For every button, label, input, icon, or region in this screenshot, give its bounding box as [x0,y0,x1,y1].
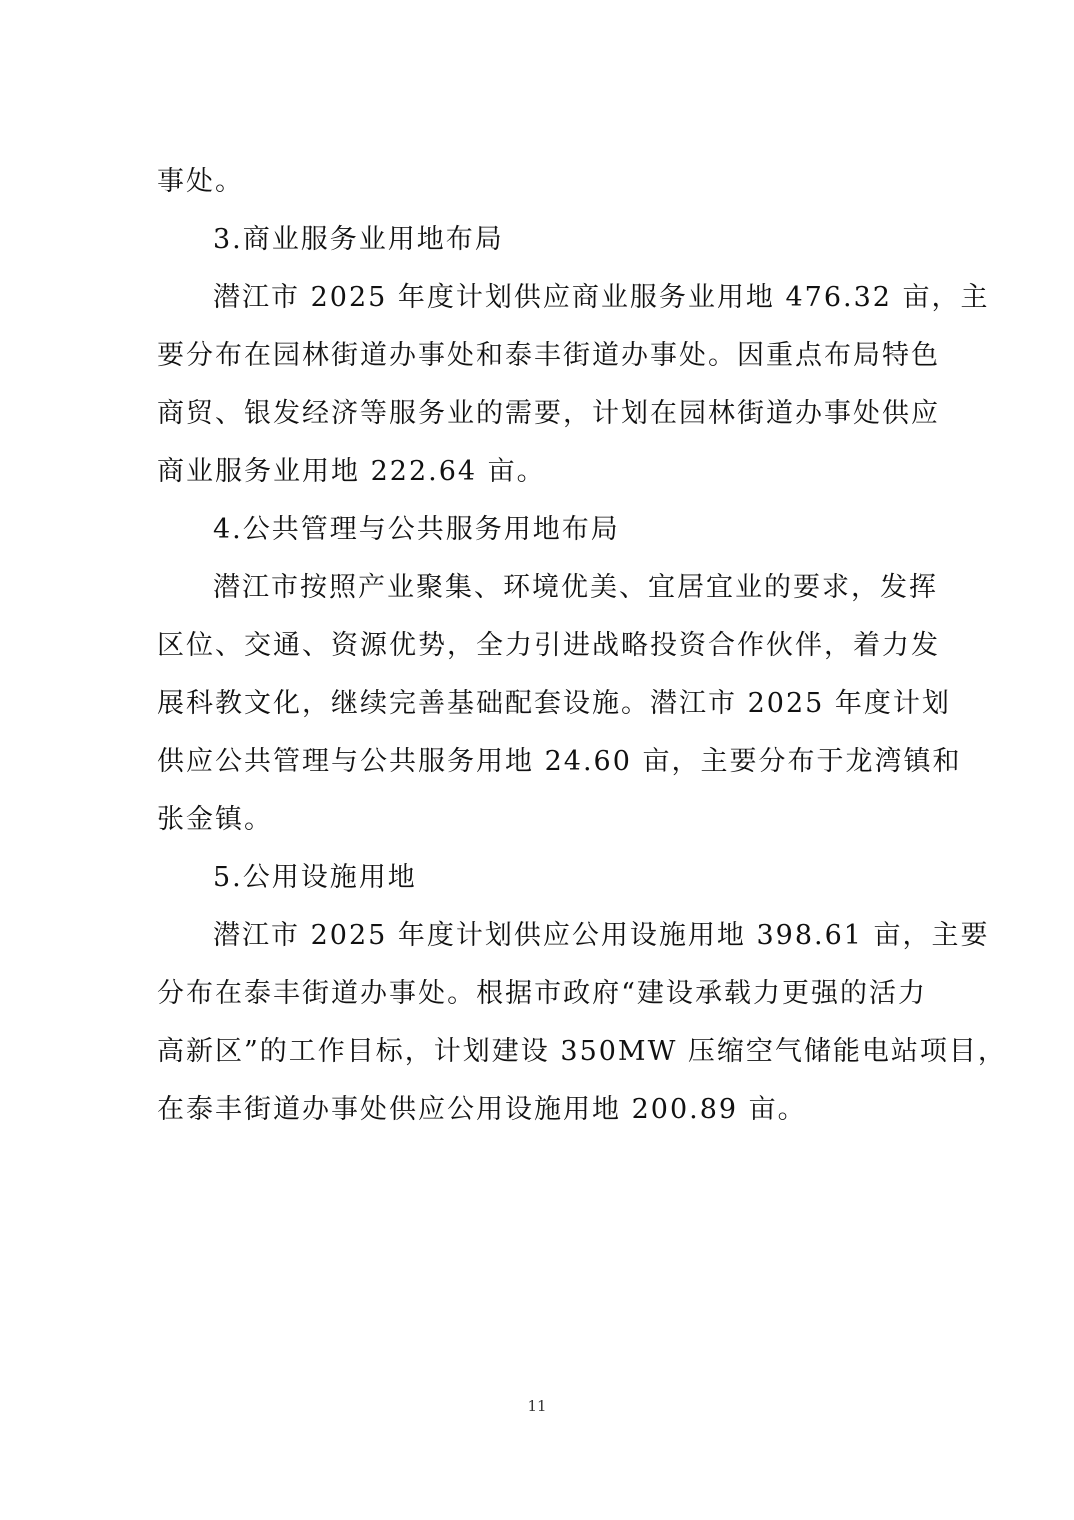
paragraph-line: 潜江市 2025 年度计划供应商业服务业用地 476.32 亩，主 [213,282,990,313]
paragraph-line: 商贸、银发经济等服务业的需要，计划在园林街道办事处供应 [157,398,940,429]
paragraph-line: 在泰丰街道办事处供应公用设施用地 200.89 亩。 [157,1094,807,1125]
paragraph-continuation: 事处。 [157,166,244,197]
paragraph-line: 商业服务业用地 222.64 亩。 [157,456,546,487]
paragraph-line: 潜江市按照产业聚集、环境优美、宜居宜业的要求，发挥 [213,572,938,603]
paragraph-line: 张金镇。 [157,804,273,835]
paragraph-line: 分布在泰丰街道办事处。根据市政府“建设承载力更强的活力 [157,978,927,1009]
paragraph-line: 潜江市 2025 年度计划供应公用设施用地 398.61 亩，主要 [213,920,990,951]
page-number: 11 [527,1397,547,1415]
paragraph-line: 供应公共管理与公共服务用地 24.60 亩，主要分布于龙湾镇和 [157,746,962,777]
paragraph-line: 要分布在园林街道办事处和泰丰街道办事处。因重点布局特色 [157,340,940,371]
section-heading-public-service: 4.公共管理与公共服务用地布局 [213,514,620,545]
paragraph-line: 展科教文化，继续完善基础配套设施。潜江市 2025 年度计划 [157,688,951,719]
section-heading-commercial: 3.商业服务业用地布局 [213,224,504,255]
paragraph-line: 高新区”的工作目标，计划建设 350MW 压缩空气储能电站项目， [157,1036,1007,1067]
section-heading-utilities: 5.公用设施用地 [213,862,417,893]
paragraph-line: 区位、交通、资源优势，全力引进战略投资合作伙伴，着力发 [157,630,940,661]
